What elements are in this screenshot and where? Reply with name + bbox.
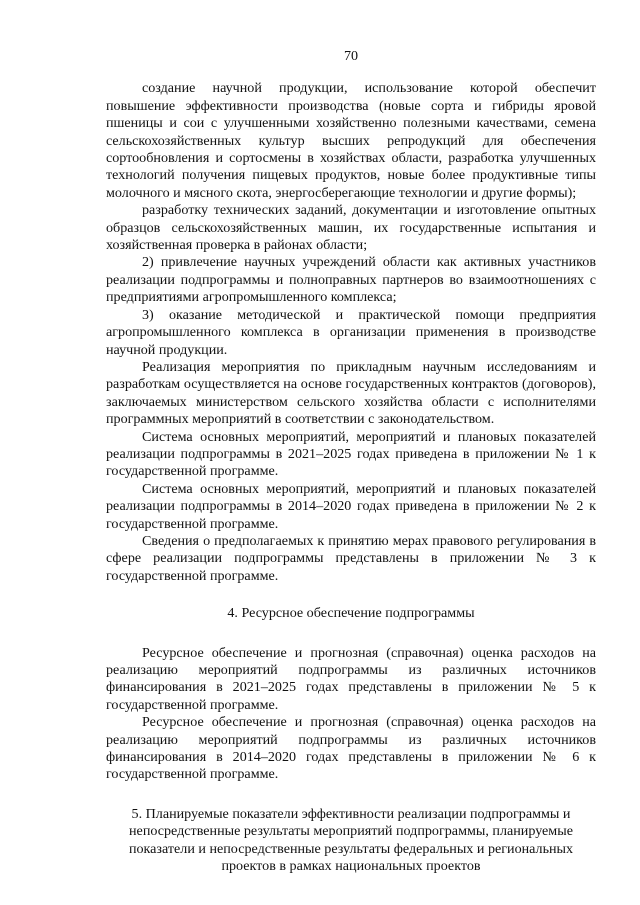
section-5-heading-line: показатели и непосредственные результаты федеральных и региональных — [128, 840, 574, 857]
section-5-heading-line: проектов в рамках национальных проектов — [221, 858, 481, 875]
paragraph: Ресурсное обеспечение и прогнозная (справочная) оценка расходов на реализацию мероприятий подпрограммы из различных источников финансирования в 2021–2025 годах представлены в приложении № 5 к государственной программе. — [106, 644, 596, 713]
section-5-heading — [106, 806, 596, 876]
section-5-heading-line: 5. Планируемые показатели эффективности реализации подпрограммы и — [131, 805, 571, 822]
page-number: 70 — [343, 48, 359, 64]
paragraph: создание научной продукции, использование которой обеспечит повышение эффективности производства (новые сорта и гибриды яровой пшеницы и сои с улучшенными хозяйственно полезными качествами, семена сельскохозяйственных культур высших репродукций для обеспечения сортообновления и сортосмены в хозяйствах области, разработка улучшенных технологий получения пищевых продуктов, новые более продуктивные типы молочного и мясного скота, энергосберегающие технологии и другие формы); — [106, 80, 596, 201]
section-4-heading: 4. Ресурсное обеспечение подпрограммы — [227, 605, 475, 622]
paragraph: Система основных мероприятий, мероприятий и плановых показателей реализации подпрограммы в 2014–2020 годах приведена в приложении № 2 к государственной программе. — [106, 480, 596, 532]
paragraph: Система основных мероприятий, мероприятий и плановых показателей реализации подпрограммы в 2021–2025 годах приведена в приложении № 1 к государственной программе. — [106, 428, 596, 480]
paragraph: 2) привлечение научных учреждений области как активных участников реализации подпрограммы и полноправных партнеров во взаимоотношениях с предприятиями агропромышленного комплекса; — [106, 254, 596, 306]
paragraph: Ресурсное обеспечение и прогнозная (справочная) оценка расходов на реализацию мероприятий подпрограммы из различных источников финансирования в 2014–2020 годах представлены в приложении № 6 к государственной программе. — [106, 714, 596, 783]
section-5-heading-line: непосредственные результаты мероприятий подпрограммы, планируемые — [129, 823, 573, 840]
paragraph: Сведения о предполагаемых к принятию мерах правового регулирования в сфере реализации подпрограммы представлены в приложении № 3 к государственной программе. — [106, 532, 596, 584]
paragraph: 3) оказание методической и практической помощи предприятия агропромышленного комплекса в организации применения в производстве научной продукции. — [106, 306, 596, 358]
paragraph: разработку технических заданий, документации и изготовление опытных образцов сельскохозяйственных машин, их государственные испытания и хозяйственная проверка в районах области; — [106, 202, 596, 254]
paragraph: Реализация мероприятия по прикладным научным исследованиям и разработкам осуществляется на основе государственных контрактов (договоров), заключаемых министерством сельского хозяйства области с исполнителями программных мероприятий в соответствии с законодательством. — [106, 358, 596, 428]
